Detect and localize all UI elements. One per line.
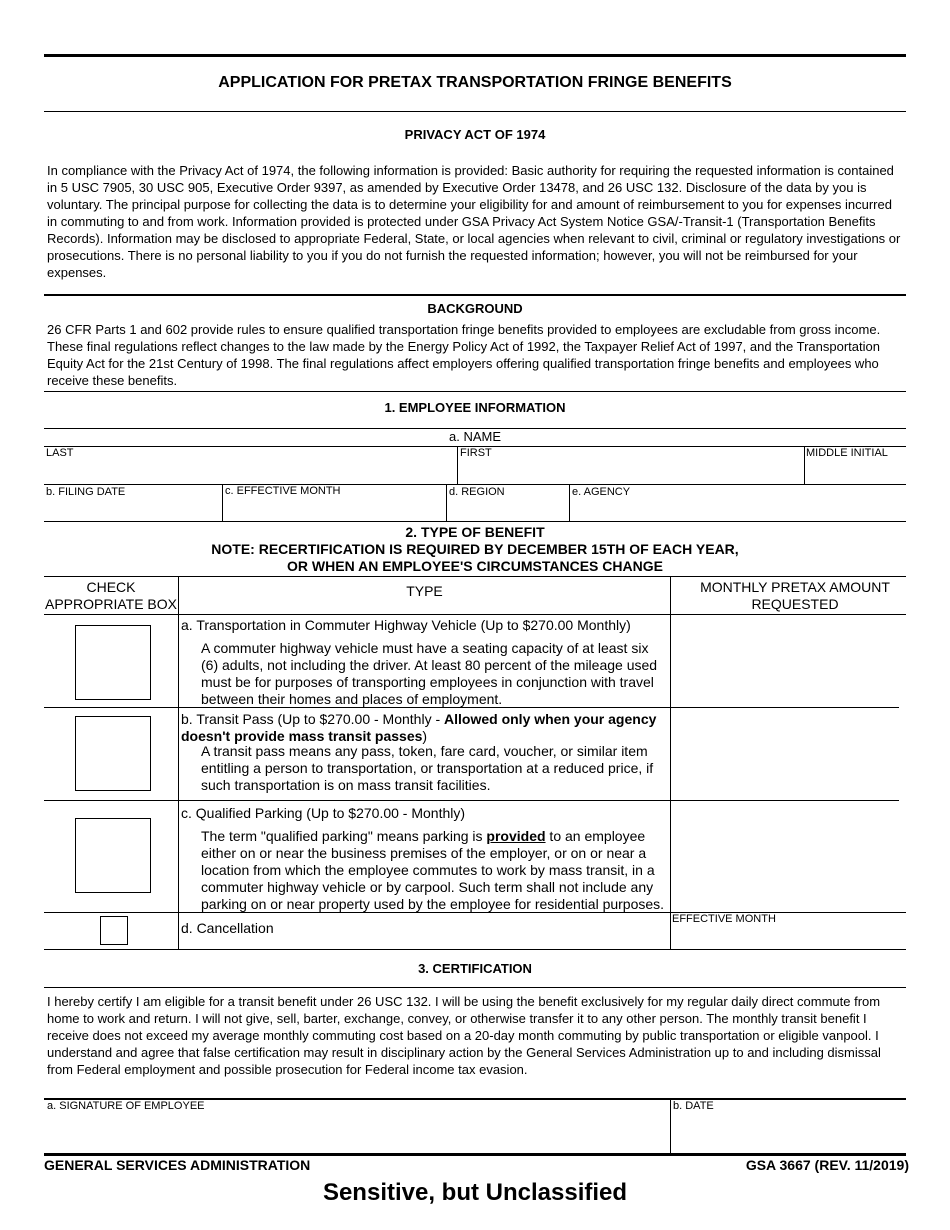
col-header-check: CHECK APPROPRIATE BOX xyxy=(45,579,177,612)
title-rule xyxy=(44,111,906,112)
benefit-note-line2: OR WHEN AN EMPLOYEE'S CIRCUMSTANCES CHANGE xyxy=(287,558,663,574)
privacy-text: In compliance with the Privacy Act of 1974, the following information is provided: Basic authority for requiring the requested information is contained in 5 USC 7905, 30 USC 905, Executive Order 9397, as amended by Executive Order 13478, and 26 USC 132. Disclosure of the data by you is voluntary. The principal purpose for collecting the data is to determine your eligibility for and amount of reimbursement to you for expenses incurred in commuting to and from work. Information provided is protected under GSA Privacy Act System Notice GSA/-Transit-1 (Transportation Benefits Records). Information may be disclosed to appropriate Federal, State, or local agencies when relevant to civil, criminal or regulatory investigations or prosecutions. There is no personal liability to you if you do not furnish the requested information; however, you will not be reimbursed for your expenses. xyxy=(47,163,901,280)
date-field[interactable] xyxy=(671,1100,906,1153)
last-name-label: LAST xyxy=(46,447,74,459)
benefit-heading: 2. TYPE OF BENEFIT xyxy=(405,524,545,540)
transit-pass-title-text: b. Transit Pass (Up to $270.00 - Monthly - xyxy=(181,711,445,727)
last-name-field[interactable] xyxy=(44,447,457,484)
filing-date-label: b. FILING DATE xyxy=(46,486,126,498)
agency-field[interactable] xyxy=(570,485,906,521)
footer-agency: GENERAL SERVICES ADMINISTRATION xyxy=(44,1157,311,1173)
background-heading: BACKGROUND xyxy=(427,301,523,316)
form-title: APPLICATION FOR PRETAX TRANSPORTATION FRINGE BENEFITS xyxy=(218,74,732,91)
checkbox-qualified-parking[interactable] xyxy=(75,818,151,893)
qualified-parking-amount[interactable] xyxy=(671,801,906,911)
commuter-vehicle-amount[interactable] xyxy=(671,615,899,706)
classification-marking: Sensitive, but Unclassified xyxy=(322,1179,628,1206)
region-field[interactable] xyxy=(447,485,569,521)
first-name-field[interactable] xyxy=(458,447,804,484)
name-label: a. NAME xyxy=(448,429,501,444)
privacy-rule xyxy=(44,294,906,296)
certification-heading: 3. CERTIFICATION xyxy=(418,961,532,976)
top-rule xyxy=(44,54,906,57)
commuter-vehicle-description: A commuter highway vehicle must have a seating capacity of at least six (6) adults, not including the driver. At least 80 percent of the mileage used must be for purposes of transporting employees in conjunction with travel between their homes and places of employment. xyxy=(201,640,658,707)
qualified-parking-description xyxy=(201,828,667,913)
cancellation-title: d. Cancellation xyxy=(181,920,274,936)
qualified-parking-desc-rest: to an employee either on or near the business premises of the employer, or on or near a location from which the employee commutes to work by mass transit, in a commuter highway vehicle or by carpool. Such term shall not include any parking on or near property used by the employee for residential purposes. xyxy=(201,828,665,912)
effective-month-label: c. EFFECTIVE MONTH xyxy=(225,485,341,497)
transit-pass-amount[interactable] xyxy=(671,708,899,799)
employee-heading: 1. EMPLOYEE INFORMATION xyxy=(384,400,566,415)
middle-initial-label: MIDDLE INITIAL xyxy=(806,447,888,459)
transit-pass-title xyxy=(181,711,667,745)
transit-pass-restriction: Allowed only when your agency doesn't provide mass transit passes xyxy=(181,711,657,744)
checkbox-commuter-vehicle[interactable] xyxy=(75,625,151,700)
middle-initial-field[interactable] xyxy=(805,447,906,484)
checkbox-transit-pass[interactable] xyxy=(75,716,151,791)
background-text: 26 CFR Parts 1 and 602 provide rules to ensure qualified transportation fringe benefits provided to employees are excludable from gross income. These final regulations reflect changes to the law made by the Energy Policy Act of 1992, the Taxpayer Relief Act of 1997, and the Transportation Equity Act for the 21st Century of 1998. The final regulations affect employers offering qualified transportation fringe benefits and employees who receive these benefits. xyxy=(47,322,881,388)
commuter-vehicle-title: a. Transportation in Commuter Highway Vehicle (Up to $270.00 Monthly) xyxy=(181,617,631,633)
region-label: d. REGION xyxy=(449,486,505,498)
filing-date-field[interactable] xyxy=(44,485,222,521)
signature-field[interactable] xyxy=(44,1100,670,1153)
benefit-table-top xyxy=(44,576,906,577)
signature-label: a. SIGNATURE OF EMPLOYEE xyxy=(47,1100,205,1112)
qualified-parking-desc-text: The term "qualified parking" means parking is xyxy=(201,828,487,844)
date-label: b. DATE xyxy=(673,1100,714,1112)
checkbox-cancellation[interactable] xyxy=(100,916,128,945)
effective-month-field[interactable] xyxy=(223,485,446,521)
transit-pass-description: A transit pass means any pass, token, fare card, voucher, or similar item entitling a person to transportation, or transportation at a reduced price, if such transportation is on mass transit facilities. xyxy=(201,743,654,793)
employee-bottom-rule xyxy=(44,521,906,522)
qualified-parking-provided: provided xyxy=(486,828,546,844)
footer-form-number: GSA 3667 (REV. 11/2019) xyxy=(745,1157,909,1173)
cancellation-effective-label: EFFECTIVE MONTH xyxy=(672,913,776,925)
check-column-divider xyxy=(178,577,179,949)
transit-pass-title-close: ) xyxy=(422,728,428,744)
col-header-amount: MONTHLY PRETAX AMOUNT REQUESTED xyxy=(700,579,890,612)
privacy-heading: PRIVACY ACT OF 1974 xyxy=(404,127,546,142)
col-header-type: TYPE xyxy=(406,583,443,599)
bottom-rule xyxy=(44,1153,906,1156)
certification-rule xyxy=(44,987,906,988)
first-name-label: FIRST xyxy=(460,447,492,459)
cancellation-effective-month[interactable] xyxy=(671,913,906,948)
agency-label: e. AGENCY xyxy=(572,486,631,498)
background-rule xyxy=(44,391,906,392)
benefit-table-bottom xyxy=(44,949,906,950)
certification-text: I hereby certify I am eligible for a transit benefit under 26 USC 132. I will be using the benefit exclusively for my regular daily direct commute from home to work and return. I will not give, sell, barter, exchange, convey, or otherwise transfer it to any other person. The monthly transit benefit I receive does not exceed my average monthly commuting cost based on a 20-day month commuting by public transportation or eligible vanpool. I understand and agree that false certification may result in disciplinary action by the General Services Administration up to and including dismissal from Federal employment and possible prosecution for Federal income tax evasion. xyxy=(47,994,881,1077)
qualified-parking-title: c. Qualified Parking (Up to $270.00 - Monthly) xyxy=(181,805,466,821)
benefit-note-line1: NOTE: RECERTIFICATION IS REQUIRED BY DECEMBER 15TH OF EACH YEAR, xyxy=(211,541,739,557)
